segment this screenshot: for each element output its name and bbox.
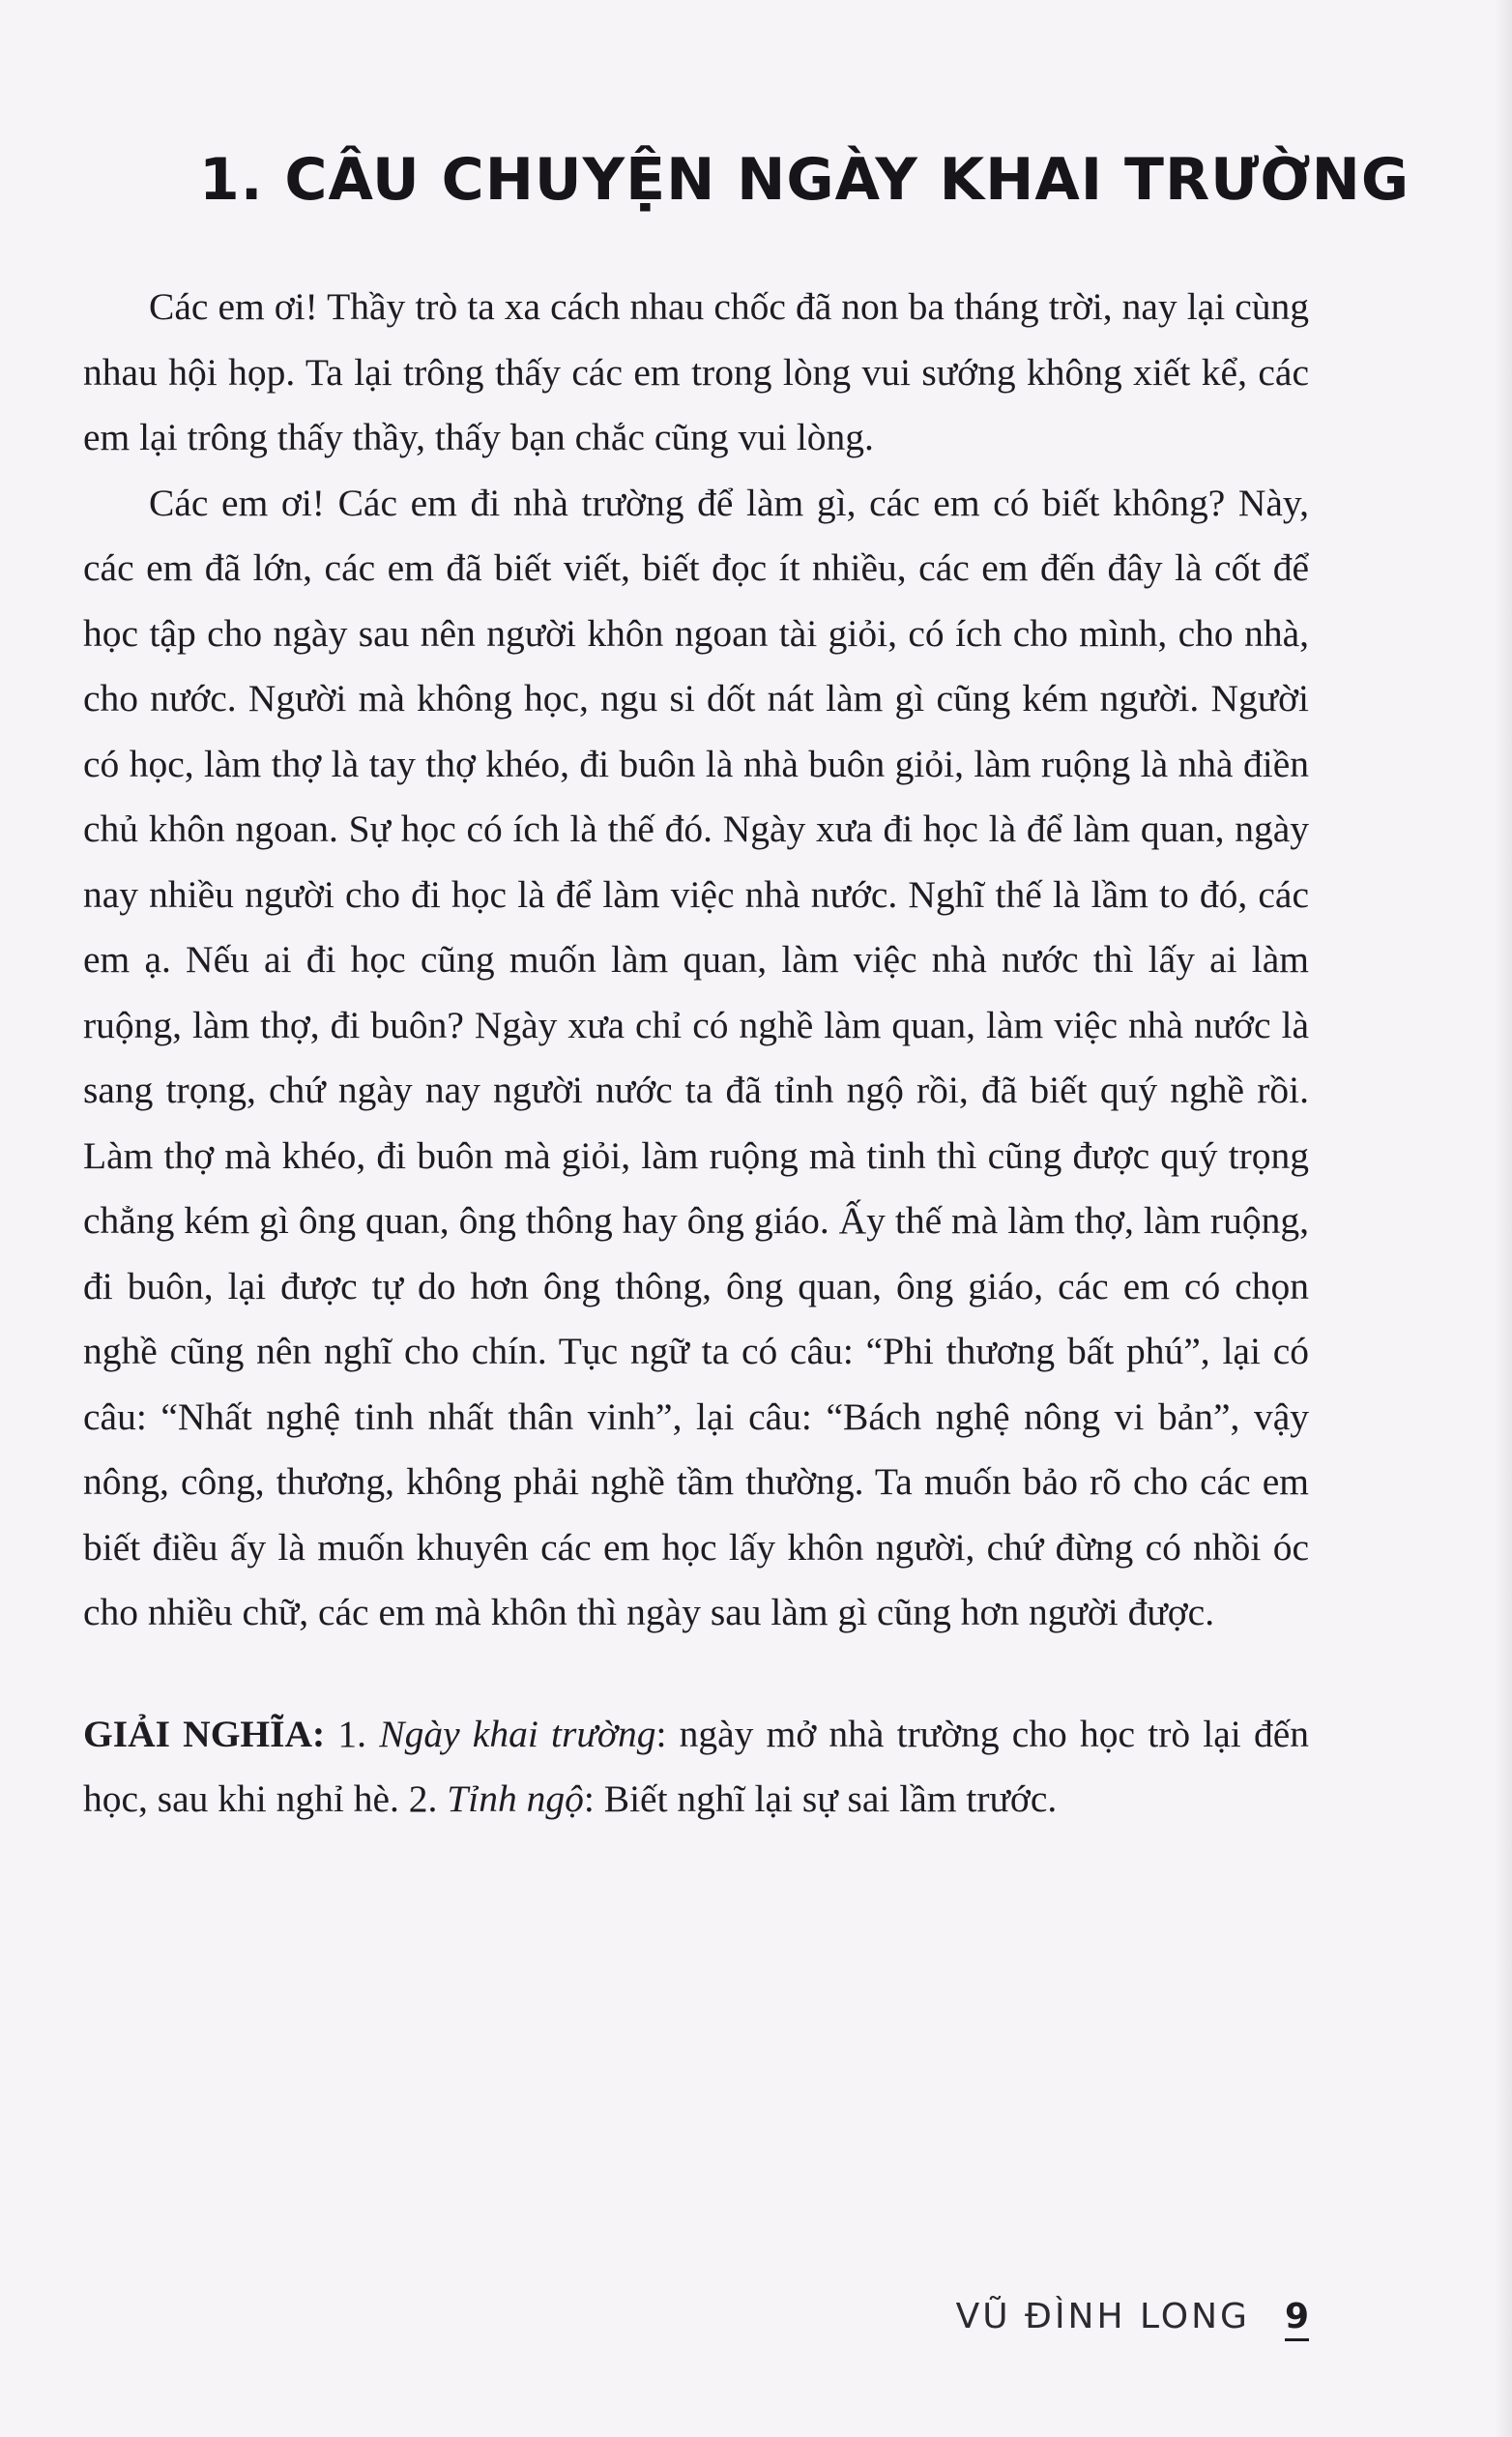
glossary-item-1-term: Ngày khai trường — [379, 1712, 656, 1755]
paragraph-2: Các em ơi! Các em đi nhà trường để làm gì, các em có biết không? Này, các em đã lớn, các em đã biết viết, biết đọc ít nhiều, các em đến đây là cốt để học tập cho ngày sau nên người khôn ngoan tài giỏi, có ích cho mình, cho nhà, cho nước. Người mà không học, ngu si dốt nát làm gì cũng kém người. Người có học, làm thợ là tay thợ khéo, đi buôn là nhà buôn giỏi, làm ruộng là nhà điền chủ khôn ngoan. Sự học có ích là thế đó. Ngày xưa đi học là để làm quan, ngày nay nhiều người cho đi học là để làm việc nhà nước. Nghĩ thế là lầm to đó, các em ạ. Nếu ai đi học cũng muốn làm quan, làm việc nhà nước thì lấy ai làm ruộng, làm thợ, đi buôn? Ngày xưa chỉ có nghề làm quan, làm việc nhà nước là sang trọng, chứ ngày nay người nước ta đã tỉnh ngộ rồi, đã biết quý nghề rồi. Làm thợ mà khéo, đi buôn mà giỏi, làm ruộng mà tinh thì cũng được quý trọng chẳng kém gì ông quan, ông thông hay ông giáo. Ấy thế mà làm thợ, làm ruộng, đi buôn, lại được tự do hơn ông thông, ông quan, ông giáo, các em có chọn nghề cũng nên nghĩ cho chín. Tục ngữ ta có câu: “Phi thương bất phú”, lại có câu: “Nhất nghệ tinh nhất thân vinh”, lại câu: “Bách nghệ nông vi bản”, vậy nông, công, thương, không phải nghề tầm thường. Ta muốn bảo rõ cho các em biết điều ấy là muốn khuyên các em học lấy khôn người, chứ đừng có nhồi óc cho nhiều chữ, các em mà khôn thì ngày sau làm gì cũng hơn người được. — [83, 481, 1309, 1633]
glossary-item-2-definition: : Biết nghĩ lại sự sai lầm trước. — [583, 1777, 1058, 1820]
chapter-title: 1. CÂU CHUYỆN NGÀY KHAI TRƯỜNG — [199, 146, 1410, 214]
paragraph-1: Các em ơi! Thầy trò ta xa cách nhau chốc đã non ba tháng trời, nay lại cùng nhau hội họp. Ta lại trông thấy các em trong lòng vui sướng không xiết kể, các em lại trông thấy thầy, thấy bạn chắc cũng vui lòng. — [83, 285, 1309, 458]
page-number: 9 — [1285, 2297, 1309, 2341]
glossary-item-1-definition: : ngày mở nhà trường cho học trò lại đến học, sau khi nghỉ hè. — [83, 1712, 1310, 1820]
glossary-item-1-number: 1. — [325, 1712, 380, 1755]
page-edge-shadow — [1495, 0, 1512, 2437]
glossary-notes — [83, 1702, 1309, 1833]
glossary-item-2-number: 2. — [408, 1777, 448, 1820]
glossary-label: GIẢI NGHĨA: — [83, 1712, 326, 1755]
author-name: VŨ ĐÌNH LONG — [955, 2297, 1250, 2336]
glossary-item-2-term: Tỉnh ngộ — [447, 1777, 584, 1820]
page-footer — [956, 2297, 1309, 2341]
